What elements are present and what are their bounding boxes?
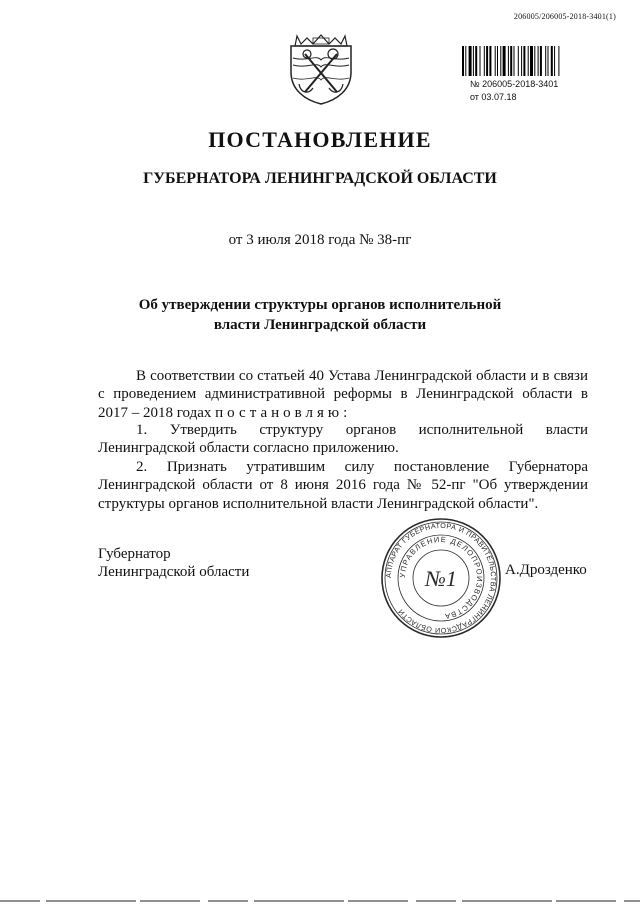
barcode-bar <box>528 46 529 76</box>
barcode-bar <box>486 46 488 76</box>
barcode-bar <box>558 46 559 76</box>
barcode-bar <box>534 46 535 76</box>
coat-of-arms-icon <box>287 32 355 106</box>
stamp-outer-text: АППАРАТ ГУБЕРНАТОРА И ПРАВИТЕЛЬСТВА ЛЕНИНГРАДСКОЙ ОБЛАСТИ <box>383 520 499 636</box>
decree-colon: : <box>343 404 348 421</box>
barcode-bar <box>503 46 506 76</box>
signatory-position-line-2: Ленинградской области <box>98 564 250 580</box>
document-subtitle: ГУБЕРНАТОРА ЛЕНИНГРАДСКОЙ ОБЛАСТИ <box>143 170 497 187</box>
item-1 <box>98 421 588 458</box>
item-2-text: 2. Признать утратившим силу постановление Губернатора Ленинградской области от 8 июня 2016 года № 52-пг "Об утверждении структуры органов исполнительной власти Ленинградской области". <box>98 459 588 512</box>
barcode-bar <box>538 46 539 76</box>
barcode-bar <box>495 46 496 76</box>
barcode-bar <box>465 46 466 76</box>
barcode-bar <box>473 46 474 76</box>
intro-text: В соответствии со статьей 40 Устава Ленинградской области и в связи с проведением административной реформы в Ленинградской области в 2017 – 2018 годах <box>98 368 588 421</box>
barcode-bar <box>551 46 553 76</box>
barcode-bar <box>514 46 515 76</box>
barcode-icon <box>462 46 600 76</box>
barcode-bar <box>508 46 509 76</box>
official-stamp <box>379 516 503 640</box>
decree-date-number: от 3 июля 2018 года № 38-пг <box>228 232 412 248</box>
decree-subject-line-1: Об утверждении структуры органов исполнительной <box>138 297 502 313</box>
signatory-position-line-1: Губернатор <box>98 546 171 562</box>
barcode-bar <box>523 46 525 76</box>
stamp-inner-text: УПРАВЛЕНИЕ ДЕЛОПРОИЗВОДСТВА <box>397 534 485 621</box>
decree-word: постановляю <box>215 404 344 421</box>
decree-subject-line-2: власти Ленинградской области <box>213 317 427 333</box>
item-2 <box>98 458 588 513</box>
barcode-bar <box>484 46 485 76</box>
signatory-name: А.Дрозденко <box>505 562 587 578</box>
document-title: ПОСТАНОВЛЕНИЕ <box>208 127 432 152</box>
barcode-bar <box>469 46 472 76</box>
signatory-position <box>98 545 249 581</box>
barcode-bar <box>521 46 522 76</box>
barcode-bar <box>548 46 549 76</box>
barcode-bar <box>462 46 464 76</box>
item-1-text: 1. Утвердить структуру органов исполнительной власти Ленинградской области согласно приложению. <box>98 422 588 457</box>
barcode-bar <box>497 46 498 76</box>
barcode-bar <box>540 46 542 76</box>
barcode-bar <box>530 46 533 76</box>
registration-number: № 206005-2018-3401 <box>470 79 559 89</box>
barcode-bar <box>518 46 519 76</box>
stamp-number: №1 <box>425 566 457 591</box>
barcode-bar <box>554 46 555 76</box>
barcode-bar <box>475 46 477 76</box>
barcode-bar <box>480 46 481 76</box>
barcode-bar <box>489 46 491 76</box>
document-id: 206005/206005-2018-3401(1) <box>513 12 616 21</box>
barcode-bar <box>500 46 501 76</box>
registration-date: от 03.07.18 <box>470 92 517 102</box>
page-bottom-edge <box>0 900 640 902</box>
barcode-bar <box>545 46 546 76</box>
barcode-bar <box>510 46 512 76</box>
decree-subject <box>0 295 640 335</box>
intro-paragraph <box>98 367 588 422</box>
